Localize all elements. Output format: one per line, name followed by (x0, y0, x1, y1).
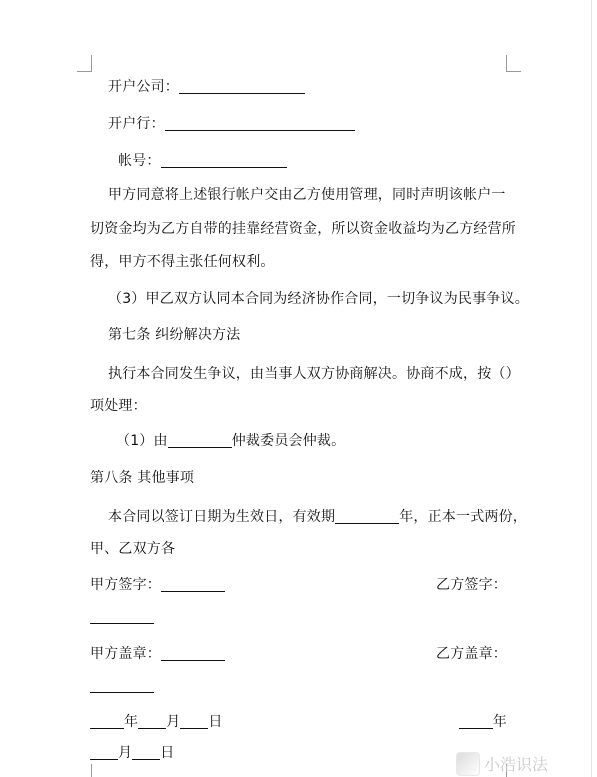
account-line (118, 152, 287, 170)
party-a-seal-label: 甲方盖章： (90, 646, 161, 662)
bank-line (108, 115, 355, 133)
para-effect-prefix: 本合同以签订日期为生效日，有效期 (108, 509, 336, 525)
bank-label: 开户行： (108, 116, 165, 132)
para-effect-line-1 (108, 508, 527, 526)
party-a-sign-blank (161, 577, 225, 592)
para-3: （3）甲乙双方认同本合同为经济协作合同，一切争议为民事争议。 (108, 291, 529, 307)
party-a-day-blank (180, 714, 208, 729)
party-a-year-label: 年 (124, 714, 139, 730)
page-edge (591, 0, 592, 777)
item-1-prefix: （1）由 (116, 433, 168, 449)
watermark-text: 小浩识法 (484, 755, 549, 774)
para-effect-suffix: 年，正本一式两份， (399, 509, 528, 525)
party-b-date-line (90, 744, 174, 762)
party-b-day-blank (132, 745, 160, 760)
party-b-seal-label: 乙方盖章： (436, 646, 507, 662)
party-a-sign-line (90, 576, 225, 594)
watermark (456, 750, 596, 777)
para-account-line-2: 切资金均为乙方自带的挂靠经营资金，所以资金收益均为乙方经营所 (90, 221, 516, 237)
party-b-year-blank (459, 714, 493, 729)
party-a-month-blank (138, 714, 166, 729)
party-b-year-line (459, 713, 507, 731)
party-a-month-label: 月 (166, 714, 181, 730)
para-dispute-line-2: 项处理： (90, 398, 147, 414)
crop-mark-top-right (506, 55, 521, 72)
item-1-suffix: 仲裁委员会仲裁。 (231, 433, 346, 449)
party-a-seal-line (90, 645, 225, 663)
party-b-seal-line (90, 677, 154, 695)
bank-company-blank (179, 79, 305, 94)
para-effect-line-2: 甲、乙双方各 (90, 541, 176, 557)
party-b-sign-label: 乙方签字： (436, 577, 507, 593)
bank-company-label: 开户公司： (108, 79, 179, 95)
arbitration-blank (168, 433, 232, 448)
party-a-seal-blank (161, 646, 225, 661)
validity-blank (335, 509, 399, 524)
party-a-day-label: 日 (208, 714, 223, 730)
party-b-seal-blank (90, 678, 154, 693)
item-1-line (116, 432, 345, 450)
crop-mark-top-left (77, 55, 92, 72)
party-b-year-label: 年 (492, 714, 507, 730)
party-a-year-blank (90, 714, 124, 729)
crop-mark-bottom-left (77, 764, 92, 777)
article-8-title: 第八条 其他事项 (90, 470, 195, 486)
para-account-line-1: 甲方同意将上述银行帐户交由乙方使用管理，同时声明该帐户一 (108, 187, 506, 203)
bank-company-line (108, 78, 305, 96)
account-label: 帐号： (118, 153, 161, 169)
app-logo-icon (456, 752, 480, 776)
party-b-month-blank (90, 745, 118, 760)
article-7-title: 第七条 纠纷解决方法 (108, 327, 241, 343)
bank-blank (165, 116, 355, 131)
party-b-day-label: 日 (160, 745, 175, 761)
party-b-sign-blank (90, 609, 154, 624)
party-a-sign-label: 甲方签字： (90, 577, 161, 593)
party-b-sign-line (90, 608, 154, 626)
para-account-line-3: 得，甲方不得主张任何权利。 (90, 254, 275, 270)
account-blank (161, 153, 287, 168)
party-a-date-line (90, 713, 223, 731)
party-b-month-label: 月 (118, 745, 133, 761)
para-dispute-line-1: 执行本合同发生争议，由当事人双方协商解决。协商不成，按（） (108, 366, 520, 382)
